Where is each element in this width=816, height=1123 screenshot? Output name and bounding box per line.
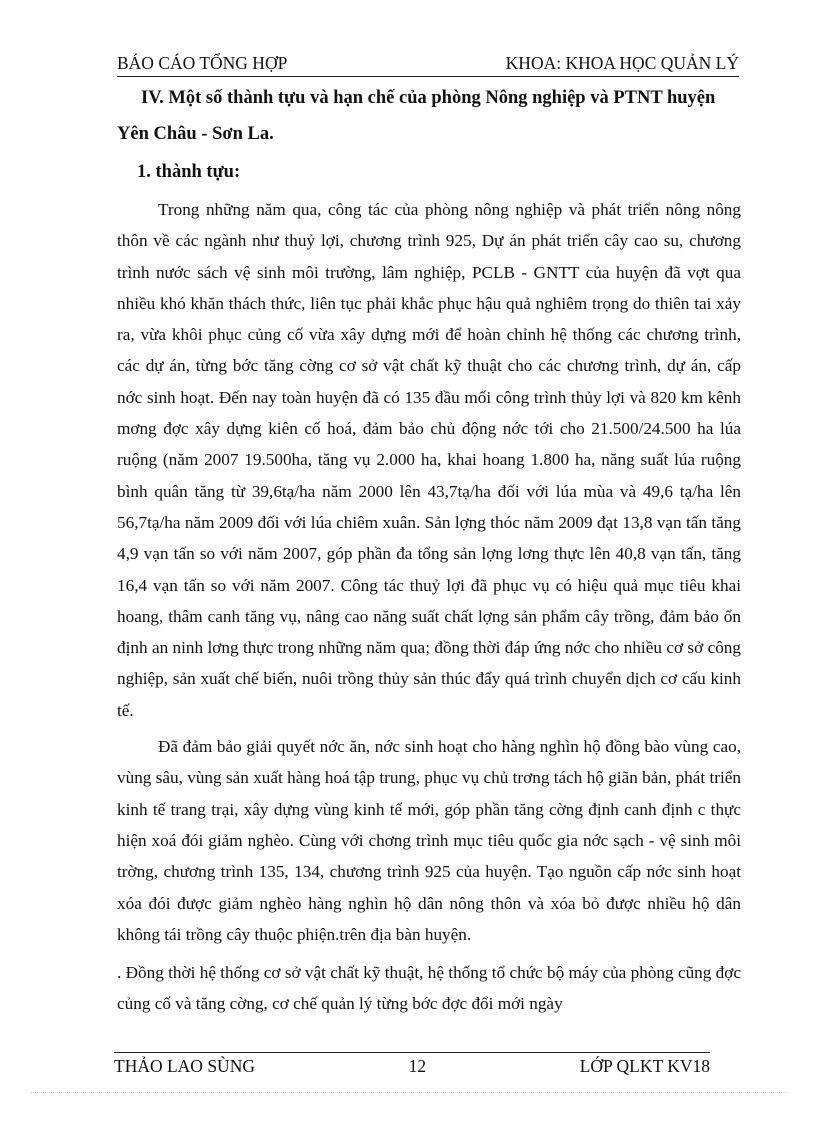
- section-heading: IV. Một số thành tựu và hạn chế của phòng Nông nghiệp và PTNT huyện Yên Châu - Sơn La.: [117, 88, 716, 144]
- footer-author: THẢO LAO SÙNG: [114, 1056, 255, 1076]
- paragraph-achievements-1: Trong những năm qua, công tác của phòng nông nghiệp và phát triển nông nông thôn về các ngành như thuỷ lợi, chương trình 925, Dự án phát triển cây cao su, chương trình nước sách vệ sinh môi trường, lâm nghiệp, PCLB - GNTT của huyện đã vợt qua nhiều khó khăn thách thức, liên tục phải khắc phục hậu quả nghiêm trọng do thiên tai xảy ra, vừa khôi phục củng cố vừa xây dựng mới để hoàn chỉnh hệ thống các chương trình, các dự án, từng bớc tăng cờng cơ sở vật chất kỹ thuật cho các chương trình, dự án, cấp nớc sinh hoạt. Đến nay toàn huyện đã có 135 đầu mối công trình thủy lợi và 820 km kênh mơng đợc xây dựng kiên cố hoá, đảm bảo chủ động nớc tới cho 21.500/24.500 ha lúa ruộng (năm 2007 19.500ha, tăng vụ 2.000 ha, khai hoang 1.800 ha, năng suất lúa ruộng bình quân tăng từ 39,6tạ/ha năm 2000 lên 43,7tạ/ha đối với lúa mùa và 49,6 tạ/ha lên 56,7tạ/ha năm 2009 đối với lúa chiêm xuân. Sản lợng thóc năm 2009 đạt 13,8 vạn tấn tăng 4,9 vạn tấn so với năm 2007, góp phần đa tổng sản lợng lơng thực lên 40,8 vạn tấn, tăng 16,4 vạn tấn so với năm 2007. Công tác thuỷ lợi đã phục vụ có hiệu quả mục tiêu khai hoang, thâm canh tăng vụ, nâng cao năng suất chất lợng sản phẩm cây trồng, đảm bảo ổn định an ninh lơng thực trong những năm qua; đồng thời đáp ứng nớc cho nhiều cơ sở công nghiệp, sản xuất chế biến, nuôi trồng thủy sản thúc đẩy quá trình chuyển dịch cơ cấu kinh tế.: [117, 200, 741, 720]
- paragraph-achievements-2: Đã đảm bảo giải quyết nớc ăn, nớc sinh hoạt cho hàng nghìn hộ đồng bào vùng cao, vùng sâu, vùng sản xuất hàng hoá tập trung, phục vụ chủ trơng tách hộ giãn bản, phát triển kinh tế trang trại, xây dựng vùng kinh tế mới, góp phần tăng cờng định canh định c thực hiện xoá đói giảm nghèo. Cùng với chơng trình mục tiêu quốc gia nớc sạch - vệ sinh môi trờng, chương trình 135, 134, chương trình 925 của huyện. Tạo nguồn cấp nớc sinh hoạt xóa đói được giảm nghèo hàng nghìn hộ dân nông thôn và xóa bỏ được nhiều hộ dân không tái trồng cây thuộc phiện.trên địa bàn huyện.: [117, 737, 741, 944]
- paragraph-achievements-3: . Đồng thời hệ thống cơ sở vật chất kỹ thuật, hệ thống tổ chức bộ máy của phòng cũng đợc củng cố và tăng cờng, cơ chế quản lý từng bớc đợc đổi mới ngày: [117, 963, 741, 1014]
- header-faculty: KHOA: KHOA HỌC QUẢN LÝ: [505, 53, 739, 73]
- page-header: [117, 50, 739, 77]
- header-report-title: BÁO CÁO TỔNG HỢP: [117, 53, 288, 73]
- subsection-heading: 1. thành tựu:: [137, 162, 241, 182]
- footer-page-number: 12: [408, 1056, 427, 1076]
- page-bottom-divider: [30, 1092, 786, 1093]
- page-content: [117, 80, 741, 1020]
- footer-class: LỚP QLKT KV18: [579, 1056, 710, 1076]
- page-footer: [114, 1052, 710, 1079]
